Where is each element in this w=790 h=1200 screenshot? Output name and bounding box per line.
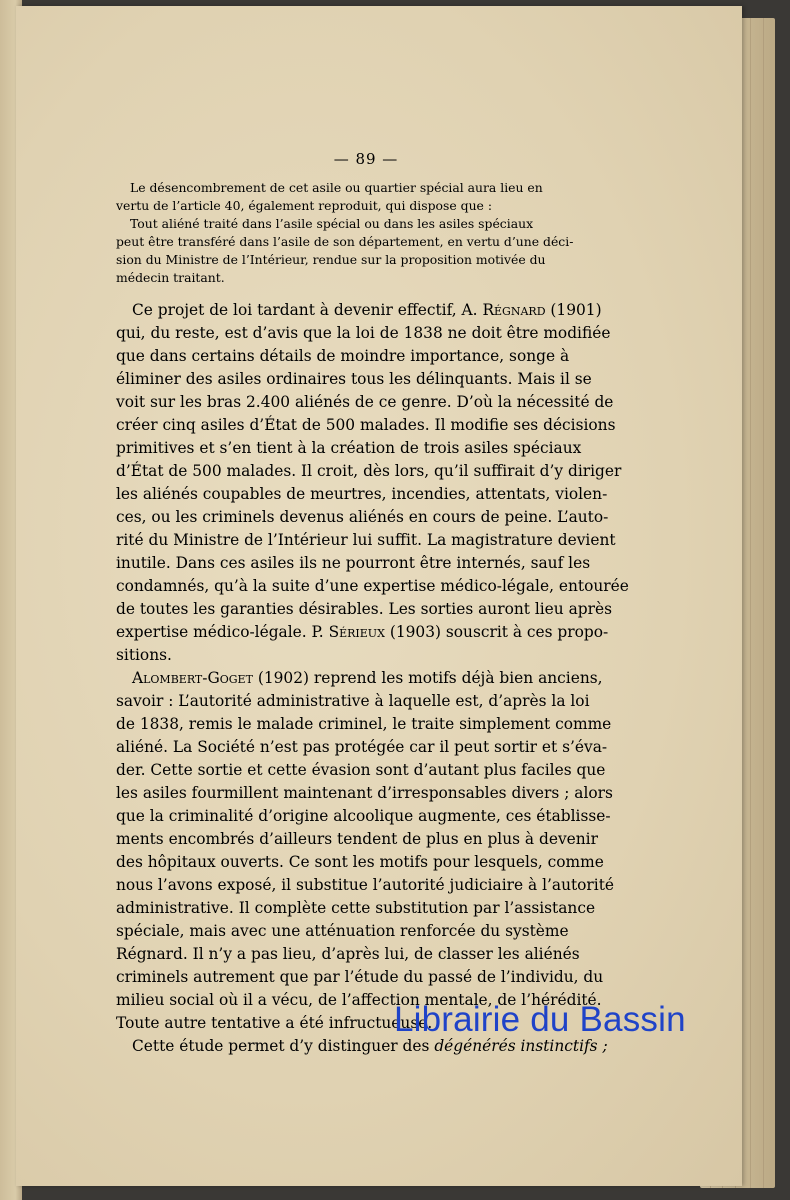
body-line: d’État de 500 malades. Il croit, dès lors, qu’il suffirait d’y diriger bbox=[116, 462, 622, 480]
body-line: primitives et s’en tient à la création de trois asiles spéciaux bbox=[116, 439, 582, 457]
body-line: éliminer des asiles ordinaires tous les délinquants. Mais il se bbox=[116, 370, 592, 388]
quote-line: Le désencombrement de cet asile ou quartier spécial aura lieu en bbox=[130, 180, 543, 195]
body-line: rité du Ministre de l’Intérieur lui suffit. La magistrature devient bbox=[116, 531, 616, 549]
body-line: créer cinq asiles d’État de 500 malades. Il modifie ses décisions bbox=[116, 416, 616, 434]
watermark-text: Librairie du Bassin bbox=[394, 1000, 686, 1039]
body-line: de 1838, remis le malade criminel, le traite simplement comme bbox=[116, 715, 612, 733]
body-line: nous l’avons exposé, il substitue l’autorité judiciaire à l’autorité bbox=[116, 876, 615, 894]
body-line: qui, du reste, est d’avis que la loi de 1838 ne doit être modifiée bbox=[116, 324, 611, 342]
body-line: des hôpitaux ouverts. Ce sont les motifs pour lesquels, comme bbox=[116, 853, 604, 871]
body-line: les asiles fourmillent maintenant d’irresponsables divers ; alors bbox=[116, 784, 613, 802]
body-line: der. Cette sortie et cette évasion sont d’autant plus faciles que bbox=[116, 761, 606, 779]
body-line: Cette étude permet d’y distinguer des dégénérés instinctifs ; bbox=[132, 1037, 608, 1055]
body-line: spéciale, mais avec une atténuation renforcée du système bbox=[116, 922, 569, 940]
body-line: condamnés, qu’à la suite d’une expertise médico-légale, entourée bbox=[116, 577, 629, 595]
quote-line: médecin traitant. bbox=[116, 270, 225, 285]
body-line: Ce projet de loi tardant à devenir effectif, A. Régnard (1901) bbox=[132, 301, 602, 319]
body-line: criminels autrement que par l’étude du passé de l’individu, du bbox=[116, 968, 604, 986]
body-line: voit sur les bras 2.400 aliénés de ce genre. D’où la nécessité de bbox=[116, 393, 614, 411]
body-line: les aliénés coupables de meurtres, incendies, attentats, violen- bbox=[116, 485, 608, 503]
body-line: ments encombrés d’ailleurs tendent de plus en plus à devenir bbox=[116, 830, 598, 848]
body-line: expertise médico-légale. P. Sérieux (1903) souscrit à ces propo- bbox=[116, 623, 609, 641]
body-line: de toutes les garanties désirables. Les sorties auront lieu après bbox=[116, 600, 612, 618]
quote-line: sion du Ministre de l’Intérieur, rendue sur la proposition motivée du bbox=[116, 252, 546, 267]
quote-line: vertu de l’article 40, également reproduit, qui dispose que : bbox=[116, 198, 493, 213]
body-line: administrative. Il complète cette substitution par l’assistance bbox=[116, 899, 596, 917]
quote-line: peut être transféré dans l’asile de son département, en vertu d’une déci- bbox=[116, 234, 574, 249]
quote-line: Tout aliéné traité dans l’asile spécial ou dans les asiles spéciaux bbox=[130, 216, 534, 231]
italic-term: dégénérés instinctifs ; bbox=[434, 1037, 608, 1055]
page-number: — 89 — bbox=[333, 150, 399, 168]
author-name: Alombert-Goget bbox=[132, 669, 253, 687]
body-line: Alombert-Goget (1902) reprend les motifs déjà bien anciens, bbox=[132, 669, 603, 687]
author-name: Régnard bbox=[482, 301, 546, 319]
author-name: Sérieux bbox=[328, 623, 385, 641]
body-line: savoir : L’autorité administrative à laquelle est, d’après la loi bbox=[116, 692, 590, 710]
body-line: que la criminalité d’origine alcoolique augmente, ces établisse- bbox=[116, 807, 611, 825]
body-line: sitions. bbox=[116, 646, 172, 664]
body-line: que dans certains détails de moindre importance, songe à bbox=[116, 347, 570, 365]
body-line: Régnard. Il n’y a pas lieu, d’après lui, de classer les aliénés bbox=[116, 945, 580, 963]
body-line: milieu social où il a vécu, de l’affection mentale, de l’hérédité. bbox=[116, 991, 602, 1009]
body-line: inutile. Dans ces asiles ils ne pourront être internés, sauf les bbox=[116, 554, 591, 572]
body-line: aliéné. La Société n’est pas protégée car il peut sortir et s’éva- bbox=[116, 738, 608, 756]
body-line: Toute autre tentative a été infructueuse. bbox=[116, 1014, 433, 1032]
body-line: ces, ou les criminels devenus aliénés en cours de peine. L’auto- bbox=[116, 508, 609, 526]
